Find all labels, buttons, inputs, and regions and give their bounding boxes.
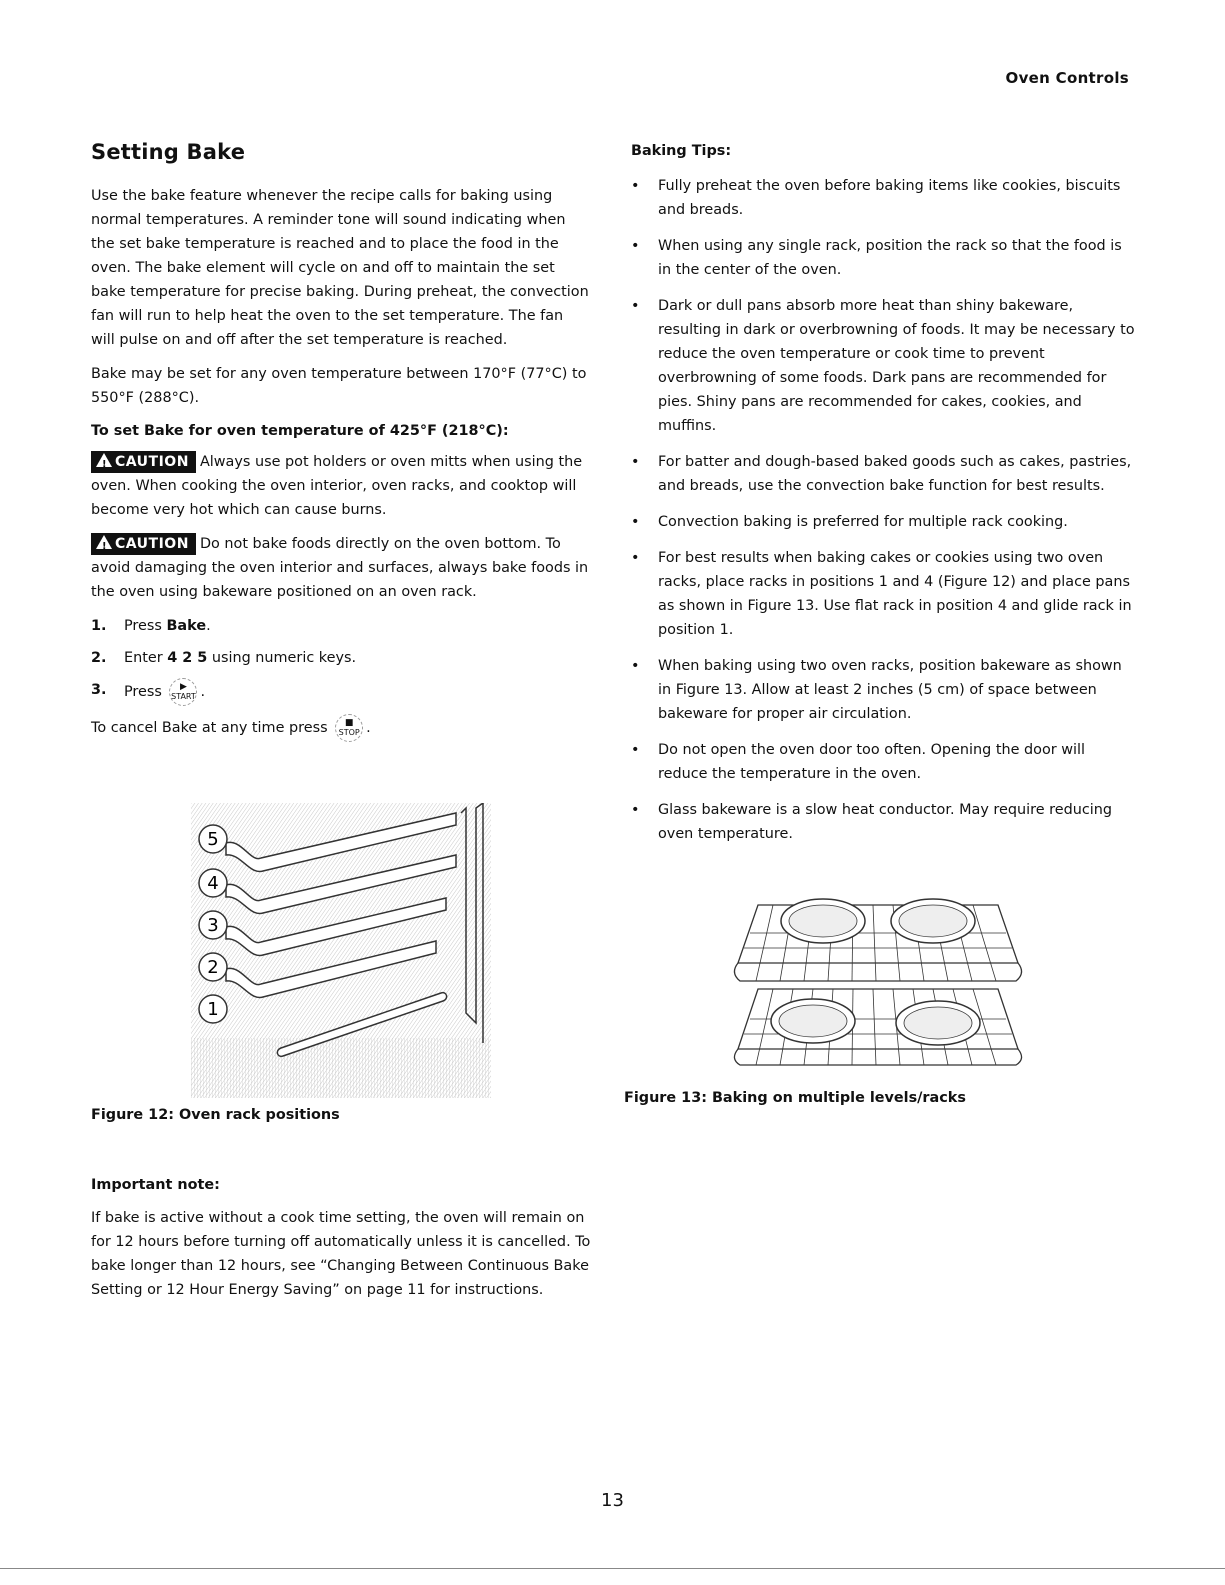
cake-pan	[904, 1007, 972, 1039]
start-button-icon: ▶ START	[169, 678, 197, 706]
rack-position-label: 1	[207, 999, 219, 1020]
step-item: 1. Press Bake.	[91, 618, 211, 634]
warning-triangle-icon	[96, 535, 112, 549]
rack-position-label: 2	[207, 957, 219, 978]
right-column	[631, 140, 1136, 858]
important-note-heading: Important note:	[91, 1177, 220, 1193]
list-item: • Convection baking is preferred for multiple rack cooking.	[631, 514, 1068, 530]
section-header: Oven Controls	[1005, 69, 1129, 87]
set-bake-subhead: To set Bake for oven temperature of 425°F (218°C):	[91, 423, 509, 439]
page-title: Setting Bake	[91, 140, 246, 164]
bottom-divider	[0, 1568, 1225, 1569]
caution-paragraph-2: !CAUTION Do not bake foods directly on the oven bottom. To avoid damaging the oven interior and surfaces, always bake foods in the oven using bakeware positioned on an oven rack.	[91, 532, 591, 604]
baking-tips-heading: Baking Tips:	[631, 143, 732, 159]
multi-rack-figure	[728, 893, 1028, 1069]
baking-tips-list	[631, 174, 1136, 846]
list-item: • Dark or dull pans absorb more heat than shiny bakeware, resulting in dark or overbrowning of foods. It may be necessary to reduce the oven temperature or cook time to prevent overbrowning of some foods. Dark pans are recommended for pies. Shiny pans are recommended for cakes, cookies, and muffins.	[631, 298, 1135, 434]
oven-rack-figure	[191, 803, 491, 1098]
rack-position-label: 5	[207, 829, 219, 850]
cake-pan	[779, 1005, 847, 1037]
list-item: • For batter and dough-based baked goods such as cakes, pastries, and breads, use the convection bake function for best results.	[631, 454, 1132, 494]
rack-position-label: 3	[207, 915, 219, 936]
figure-13-caption: Figure 13: Baking on multiple levels/racks	[624, 1090, 966, 1106]
caution-badge: !CAUTION	[91, 451, 196, 473]
cake-pan	[789, 905, 857, 937]
rack-position-label: 4	[207, 873, 219, 894]
list-item: • Glass bakeware is a slow heat conductor. May require reducing oven temperature.	[631, 802, 1113, 842]
list-item: • When baking using two oven racks, position bakeware as shown in Figure 13. Allow at least 2 inches (5 cm) of space between bakeware for proper air circulation.	[631, 658, 1122, 722]
page-number: 13	[601, 1490, 624, 1511]
range-paragraph: Bake may be set for any oven temperature between 170°F (77°C) to 550°F (288°C).	[91, 366, 587, 406]
upper-rack-front	[734, 963, 1021, 981]
oven-floor-shading	[191, 1038, 491, 1098]
list-item: • Do not open the oven door too often. Opening the door will reduce the temperature in the oven.	[631, 742, 1086, 782]
figure-12-caption: Figure 12: Oven rack positions	[91, 1107, 340, 1123]
list-item: • Fully preheat the oven before baking items like cookies, biscuits and breads.	[631, 178, 1121, 218]
caution-badge: !CAUTION	[91, 533, 196, 555]
list-item: • When using any single rack, position the rack so that the food is in the center of the oven.	[631, 238, 1122, 278]
important-note-body: If bake is active without a cook time setting, the oven will remain on for 12 hours before turning off automatically unless it is cancelled. To bake longer than 12 hours, see “Changing Between Continuous Bake Setting or 12 Hour Energy Saving” on page 11 for instructions.	[91, 1210, 591, 1298]
step-item: 2. Enter 4 2 5 using numeric keys.	[91, 650, 357, 666]
intro-paragraph: Use the bake feature whenever the recipe calls for baking using normal temperatures. A reminder tone will sound indicating when the set bake temperature is reached and to place the food in the oven. The bake element will cycle on and off to maintain the set bake temperature for precise baking. During preheat, the convection fan will run to help heat the oven to the set temperature. The fan will pulse on and off after the set temperature is reached.	[91, 188, 589, 348]
caution-paragraph-1: !CAUTION Always use pot holders or oven mitts when using the oven. When cooking the oven interior, oven racks, and cooktop will become very hot which can cause burns.	[91, 450, 591, 522]
cake-pan	[899, 905, 967, 937]
list-item: • For best results when baking cakes or cookies using two oven racks, place racks in positions 1 and 4 (Figure 12) and place pans as shown in Figure 13. Use flat rack in position 4 and glide rack in position 1.	[631, 550, 1132, 638]
left-column	[91, 140, 591, 752]
warning-triangle-icon	[96, 453, 112, 467]
steps-list	[91, 614, 591, 706]
stop-button-icon: ■ STOP	[335, 714, 363, 742]
cancel-paragraph: To cancel Bake at any time press ■ STOP .	[91, 714, 591, 742]
step-item: 3. Press ▶ START .	[91, 678, 591, 706]
lower-rack-front	[734, 1049, 1021, 1065]
